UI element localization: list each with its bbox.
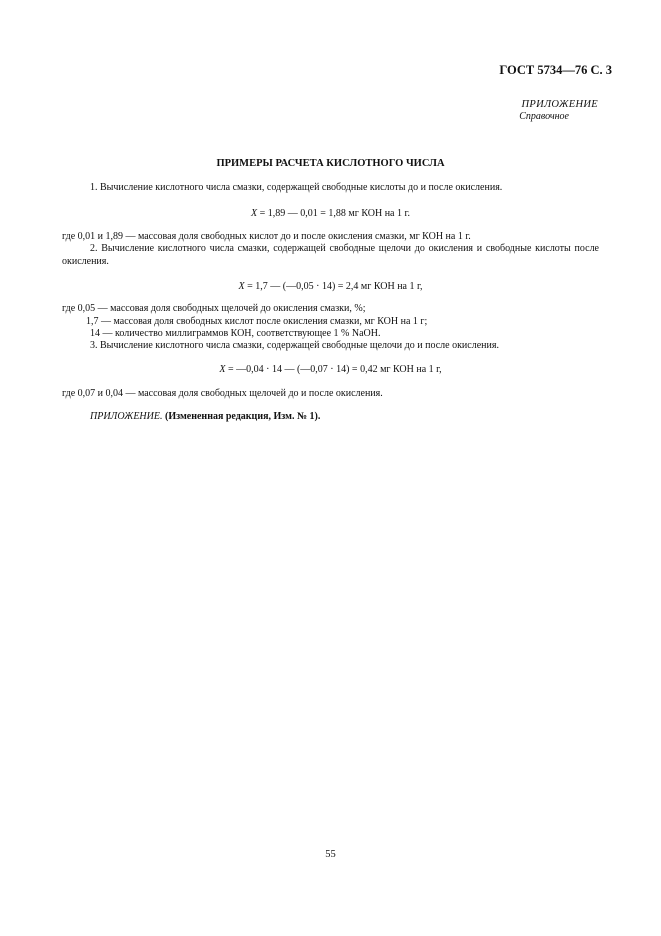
page-number: 55: [325, 849, 336, 860]
amendment-note: [90, 410, 320, 423]
example-1-formula: [0, 207, 661, 220]
formula-variable: X: [251, 208, 258, 219]
example-2-where-line: 14 — количество миллиграммов КОН, соответствующее 1 % NaOH.: [90, 328, 381, 339]
amendment-note-label: ПРИЛОЖЕНИЕ.: [90, 411, 163, 422]
formula-expression: = —0,04 · 14 — (—0,07 · 14) = 0,42 мг КОН на 1 г,: [225, 364, 442, 375]
formula-expression: = 1,7 — (—0,05 · 14) = 2,4 мг КОН на 1 г,: [244, 281, 423, 292]
example-2-where-line: где 0,05 — массовая доля свободных щелочей до окисления смазки, %;: [62, 303, 366, 314]
formula-variable: X: [238, 281, 245, 292]
example-2-text: 2. Вычисление кислотного числа смазки, содержащей свободные щелочи до окисления и свободные кислоты после окисления.: [62, 243, 599, 267]
example-1-where: где 0,01 и 1,89 — массовая доля свободных кислот до и после окисления смазки, мг КОН на 1 г.: [62, 231, 471, 242]
section-title: ПРИМЕРЫ РАСЧЕТА КИСЛОТНОГО ЧИСЛА: [216, 158, 445, 169]
example-3-text: 3. Вычисление кислотного числа смазки, содержащей свободные щелочи до и после окисления.: [90, 340, 499, 351]
document-header: ГОСТ 5734—76 С. 3: [499, 63, 612, 77]
amendment-note-text: (Измененная редакция, Изм. № 1).: [162, 411, 321, 422]
formula-variable: X: [219, 364, 226, 375]
example-2-formula: [0, 280, 661, 293]
example-2-where-line: 1,7 — массовая доля свободных кислот после окисления смазки, мг КОН на 1 г;: [86, 316, 428, 327]
appendix-type: Справочное: [519, 111, 569, 122]
example-1-text: 1. Вычисление кислотного числа смазки, содержащей свободные кислоты до и после окисления.: [90, 182, 503, 193]
appendix-label: ПРИЛОЖЕНИЕ: [521, 99, 598, 110]
formula-expression: = 1,89 — 0,01 = 1,88 мг КОН на 1 г.: [257, 208, 410, 219]
example-3-formula: [0, 363, 661, 376]
example-3-where: где 0,07 и 0,04 — массовая доля свободных щелочей до и после окисления.: [62, 388, 383, 399]
